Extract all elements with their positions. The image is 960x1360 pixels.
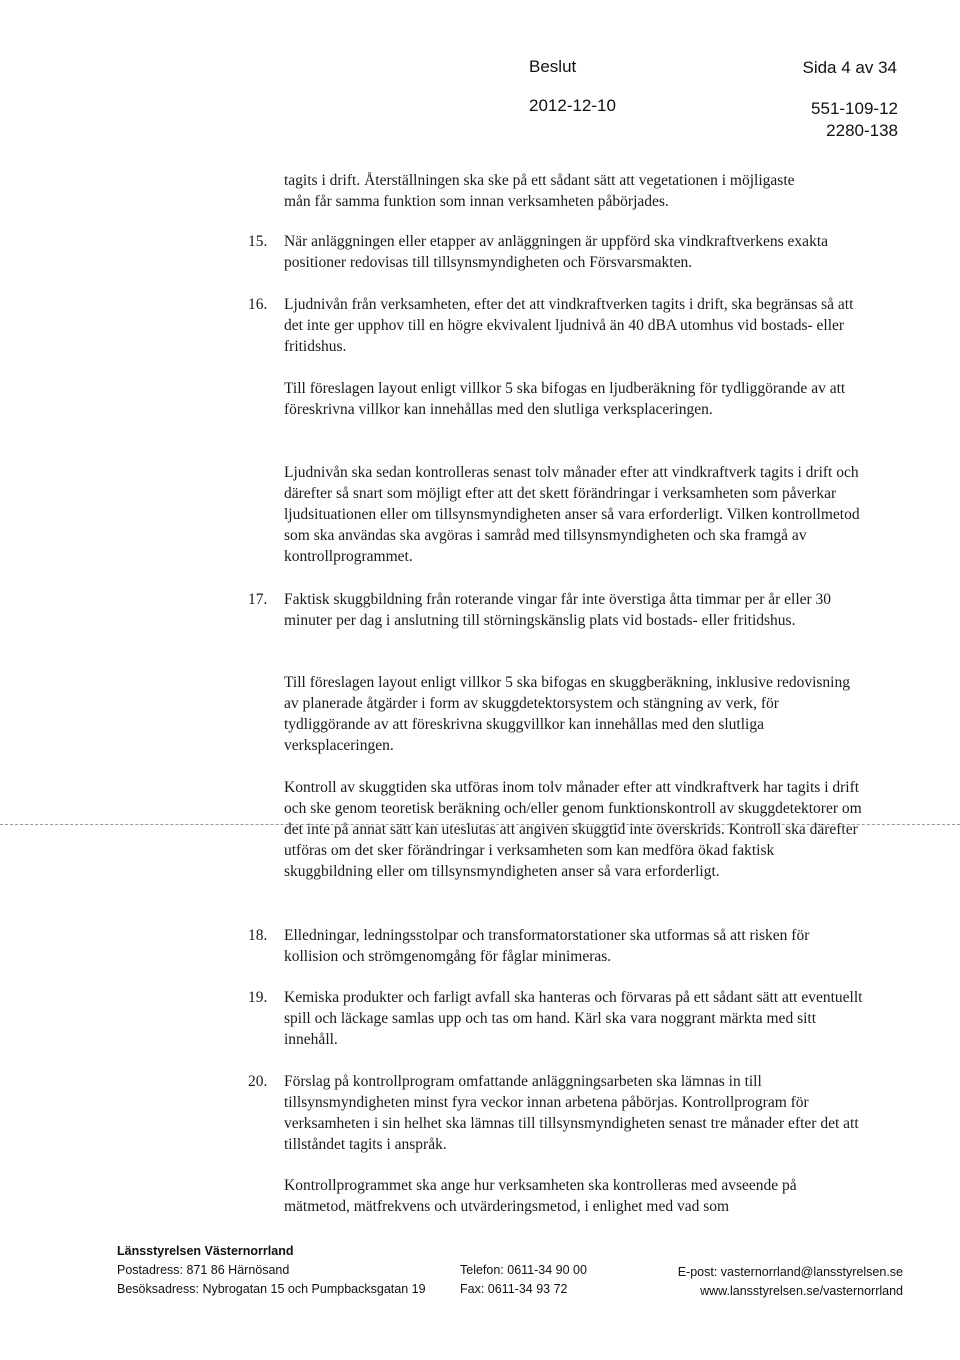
paragraph-sound-calculation: Till föreslagen layout enligt villkor 5 ska bifogas en ljudberäkning för tydliggörande av att föreskrivna villkor kan innehållas med den slutliga verksplaceringen.	[284, 380, 846, 418]
paragraph-shadow-control: Kontroll av skuggtiden ska utföras inom tolv månader efter att vindkraftverk har tagits i drift och ske genom teoretisk beräkning och/eller genom funktionskontroll av skuggdetektorer om det inte på annat sätt kan uteslutas att angiven skuggtid inte överskrids. Kontroll ska därefter utföras om det sker förändringar i verksamheten som kan medföra ökad faktisk skuggbildning eller om tillsynsmyndigheten anser så vara erforderligt.	[284, 779, 862, 880]
item-text: Förslag på kontrollprogram omfattande anläggningsarbeten ska lämnas in till tillsynsmyndigheten minst fyra veckor innan arbetena påbörjas. Kontrollprogram för verksamheten i sin helhet ska lämnas till tillsynsmyndigheten senast tre månader efter det att tillståndet tagits i anspråk.	[284, 1073, 859, 1153]
item-text: Faktisk skuggbildning från roterande vingar får inte överstiga åtta timmar per år eller 30 minuter per dag i anslutning till störningskänslig plats vid bostads- eller fritidshus.	[284, 591, 832, 629]
paragraph-shadow-calculation: Till föreslagen layout enligt villkor 5 ska bifogas en skuggberäkning, inklusive redovisning av planerade åtgärder i form av skuggdetektorsystem och stängning av verk, för tydliggörande av att föreskrivna skuggvillkor kan innehållas med den slutliga verksplaceringen.	[284, 674, 850, 754]
item-number: 20.	[248, 1073, 268, 1090]
page-number: Sida 4 av 34	[802, 58, 897, 77]
paragraph-control-program: Kontrollprogrammet ska ange hur verksamheten ska kontrolleras med avseende på mätmetod, mätfrekvens och utvärderingsmetod, i enlighet med vad som	[284, 1177, 797, 1215]
item-number: 17.	[248, 591, 268, 608]
footer-website: www.lansstyrelsen.se/vasternorrland	[700, 1284, 903, 1298]
decision-date: 2012-12-10	[529, 96, 616, 115]
paragraph-sound-control: Ljudnivån ska sedan kontrolleras senast tolv månader efter att vindkraftverk tagits i drift och därefter så snart som möjligt efter att det skett förändringar i verksamheten som påverkar ljudsituationen eller om tillsynsmyndigheten anser så vara erforderligt. Vilken kontrollmetod som ska användas ska avgöras i samråd med tillsynsmyndigheten och ska framgå av kontrollprogrammet.	[284, 464, 860, 565]
case-number-secondary: 2280-138	[826, 121, 898, 140]
continuation-paragraph: tagits i drift. Återställningen ska ske på ett sådant sätt att vegetationen i möjligaste mån får samma funktion som innan verksamheten påbörjades.	[284, 172, 795, 210]
footer-visiting-address: Besöksadress: Nybrogatan 15 och Pumpbacksgatan 19	[117, 1282, 426, 1296]
document-type: Beslut	[529, 57, 577, 76]
item-text: Ljudnivån från verksamheten, efter det att vindkraftverken tagits i drift, ska begränsas så att det inte ger upphov till en högre ekvivalent ljudnivå än 40 dBA utomhus vid bostads- eller fritidshus.	[284, 296, 854, 355]
item-text: Elledningar, ledningsstolpar och transformatorstationer ska utformas så att risken för kollision och strömgenomgång för fåglar minimeras.	[284, 927, 810, 965]
footer-contact-block	[460, 1261, 640, 1299]
footer-phone: Telefon: 0611-34 90 00	[460, 1263, 587, 1277]
item-number: 16.	[248, 296, 268, 313]
item-number: 19.	[248, 989, 268, 1006]
case-number: 551-109-12	[811, 99, 898, 118]
item-text: Kemiska produkter och farligt avfall ska hanteras och förvaras på ett sådant sätt att eventuellt spill och läckage samlas upp och tas om hand. Kärl ska vara noggrant märkta med sitt innehåll.	[284, 989, 863, 1048]
item-number: 15.	[248, 233, 268, 250]
footer-organization: Länsstyrelsen Västernorrland	[117, 1244, 294, 1258]
footer-address-block	[117, 1242, 457, 1299]
footer-web-block	[640, 1263, 903, 1301]
footer-email: E-post: vasternorrland@lansstyrelsen.se	[677, 1265, 903, 1279]
footer-fax: Fax: 0611-34 93 72	[460, 1282, 568, 1296]
item-number: 18.	[248, 927, 268, 944]
item-text: När anläggningen eller etapper av anläggningen är uppförd ska vindkraftverkens exakta positioner redovisas till tillsynsmyndigheten och Försvarsmakten.	[284, 233, 828, 271]
footer-postal-address: Postadress: 871 86 Härnösand	[117, 1263, 290, 1277]
